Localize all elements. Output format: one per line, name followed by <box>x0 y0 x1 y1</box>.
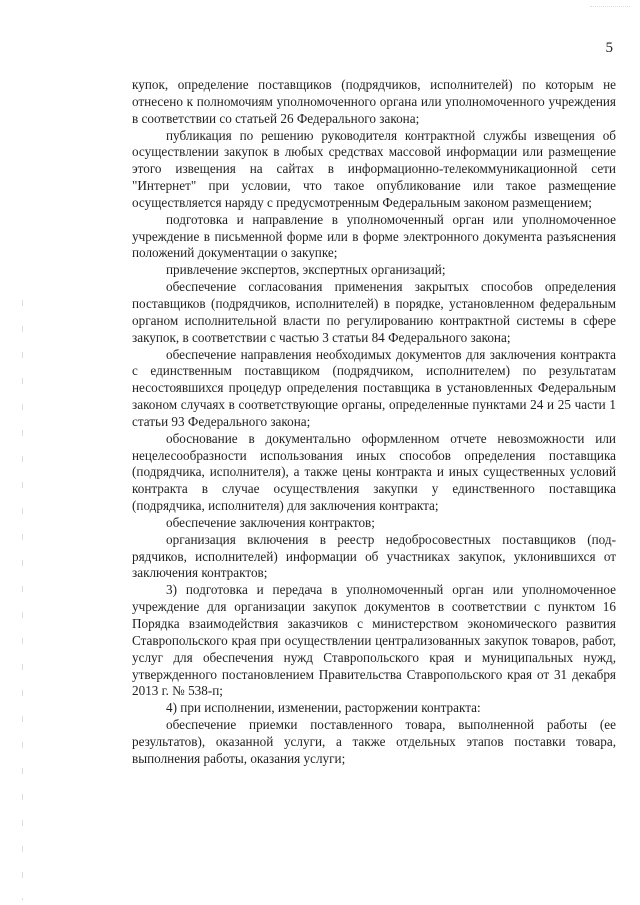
paragraph: подготовка и направление в уполномоченный орган или уполномоченное учреждение в письменной форме или в форме электронного документа разъяснения положений документации о закупке; <box>132 211 616 261</box>
page-number: 5 <box>605 40 613 56</box>
paragraph: обеспечение приемки поставленного товара, выполненной работы (ее результатов), оказанной услуги, а также отдельных этапов поставки товара, выполнения работы, оказания услуги; <box>132 717 616 766</box>
paragraph: 4) при исполнении, изменении, расторжении контракта: <box>166 700 481 716</box>
paragraph: публикация по решению руководителя контрактной службы извещения об осуществлении закупок в любых средствах массовой информации или размещение этого извещения на сайтах в информационно-телекоммуникационной сети "Интернет" при условии, что такое опубликование или такое размещение осуществляется наряду с предусмотренным Федеральным законом размещением; <box>132 127 616 210</box>
paragraph: обеспечение согласования применения закрытых способов определения поставщиков (подрядчиков, исполнителей) в порядке, установленном федеральным органом исполнительной власти по регулированию контрактной системы в сфере закупок, в соответствии с частью 3 статьи 84 Федерального закона; <box>132 279 616 345</box>
paragraph: обеспечение заключения контрактов; <box>166 514 375 530</box>
binding-margin-line <box>22 300 23 900</box>
paragraph: обоснование в документально оформленном отчете невозможности или нецелесообразности использования иных способов определения поставщика (подрядчика, исполнителя), а также цены контракта и иных существенных условий контракта в случае осуществления закупки у единственного поставщика (подрядчика, исполнителя) для заключения контракта; <box>132 430 616 514</box>
paragraph: 3) подготовка и передача в уполномоченный орган или уполномоченное учреждение для организации закупок документов в соответствии с пунктом 16 Порядка взаимодействия заказчиков с министерством экономического развития Ставропольского края при осуществлении централизованных закупок товаров, работ, услуг для обеспечения нужд Ставропольского края и муниципальных нужд, утвержденного постановлением Правительства Ставропольского края от 31 декабря 2013 г. № 538-п; <box>132 582 616 699</box>
paragraph: организация включения в реестр недобросовестных поставщиков (подрядчиков, исполнителей) информации об участниках закупок, уклонившихся от заключения контрактов; <box>132 531 616 581</box>
paragraph: привлечение экспертов, экспертных организаций; <box>166 262 446 278</box>
paragraph: купок, определение поставщиков (подрядчиков, исполнителей) по которым не отнесено к полномочиям уполномоченного органа или уполномоченного учреждения в соответствии со статьей 26 Федерального закона; <box>132 77 616 126</box>
scan-artifact <box>590 0 630 7</box>
paragraph: обеспечение направления необходимых документов для заключения контракта с единственным поставщиком (подрядчиком, исполнителем) по результатам несостоявшихся процедур определения поставщика в установленных Федеральным законом случаях в соответствующие органы, определенные пунктами 24 и 25 части 1 статьи 93 Федерального закона; <box>132 346 616 429</box>
document-body <box>132 77 616 768</box>
